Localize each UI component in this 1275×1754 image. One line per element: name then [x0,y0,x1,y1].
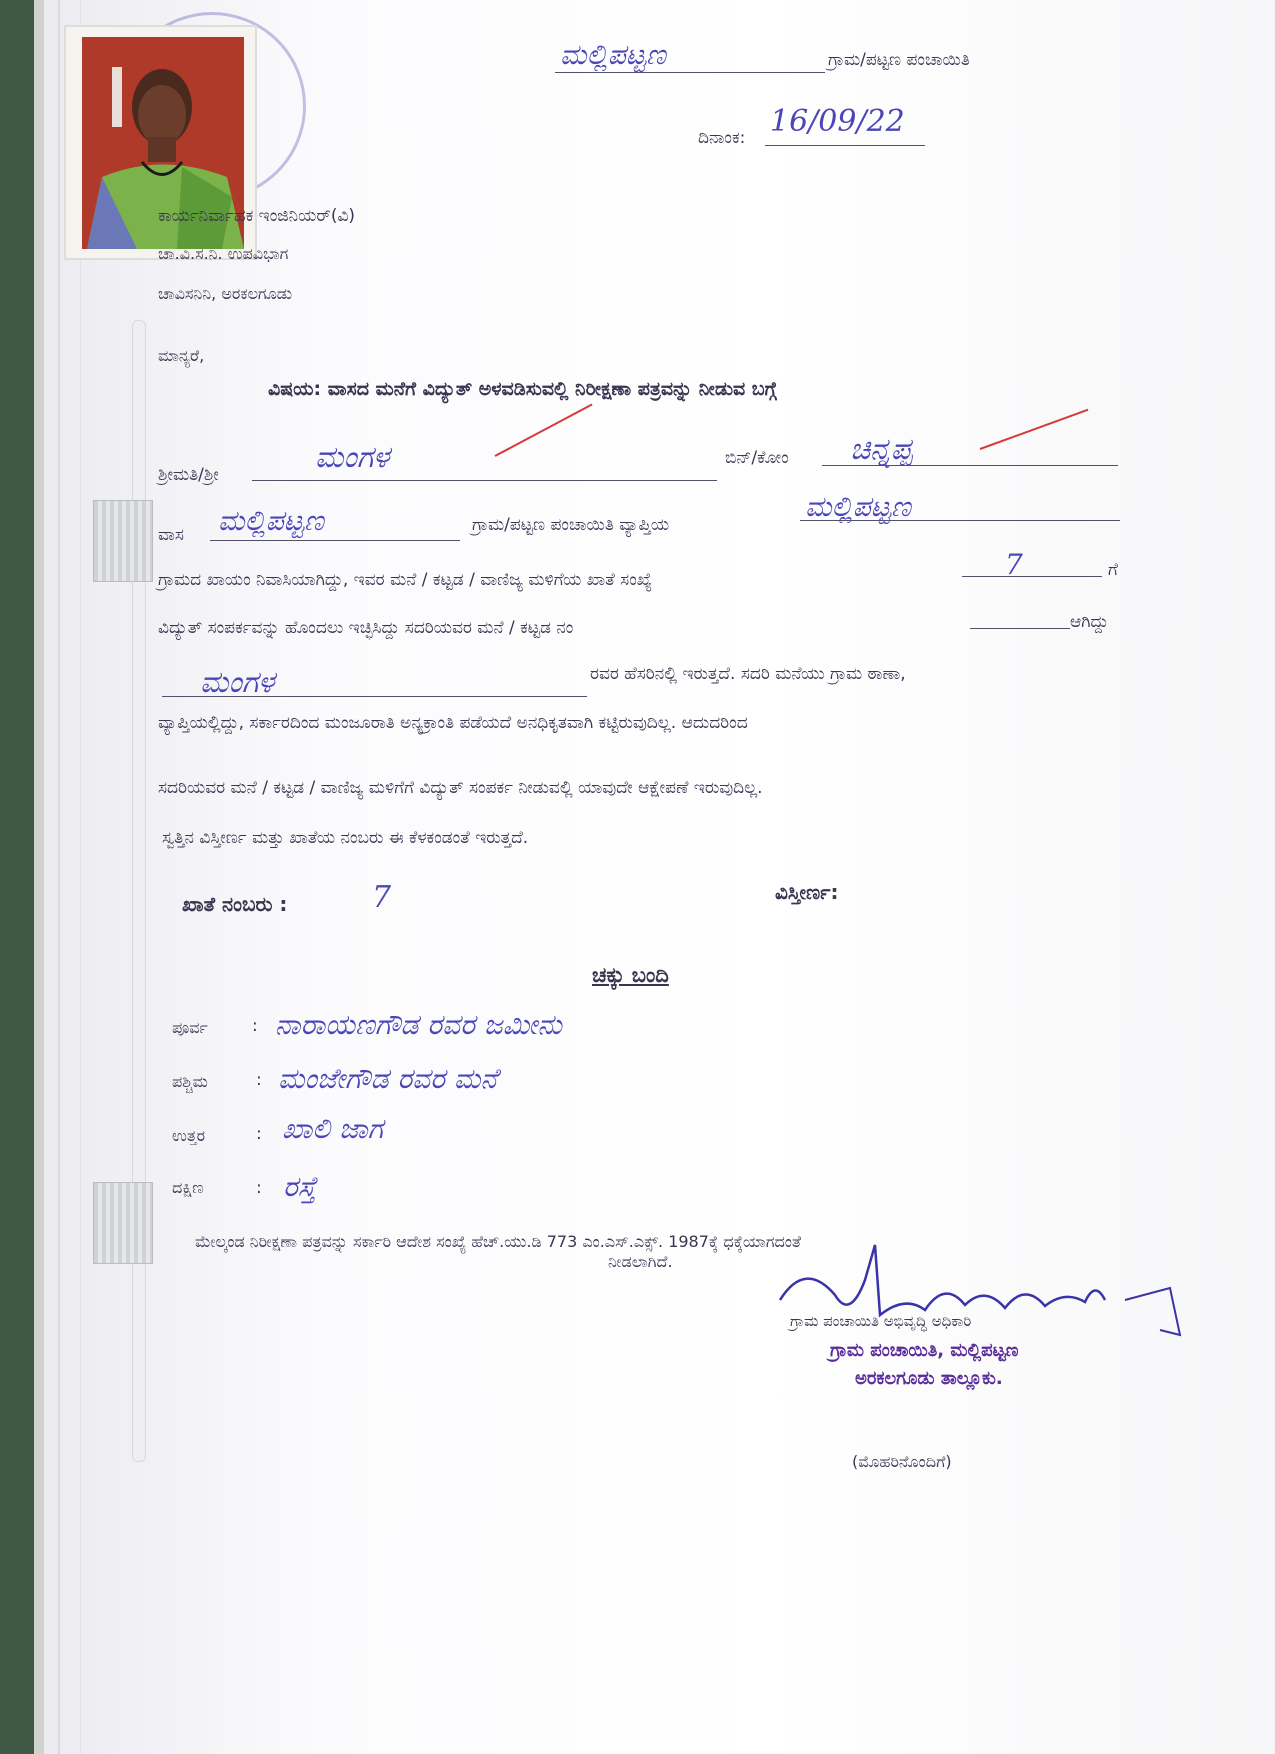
body-l2-label-a: ವಾಸ [158,525,184,545]
addressee-line3: ಚಾವಿಸನಿನಿ, ಅರಕಲಗೂಡು [158,284,293,303]
red-strike-1 [495,403,593,456]
body-l7-text: ಸದರಿಯವರ ಮನೆ / ಕಟ್ಟಡ / ವಾಣಿಜ್ಯ ಮಳಿಗೆಗೆ ವಿದ್ಯುತ್ ಸಂಪರ್ಕ ನೀಡುವಲ್ಲಿ ಯಾವುದೇ ಆಕ್ಷೇಪಣೆ ಇರುವುದಿಲ್ಲ. [158,778,763,798]
village-underline [555,72,825,73]
owner-name: ಮಂಗಳ [200,665,275,700]
salutation: ಮಾನ್ಯರೆ, [158,346,205,365]
officer-title: ಗ್ರಾಮ ಪಂಚಾಯಿತಿ ಅಭಿವೃದ್ಧಿ ಅಧಿಕಾರಿ [790,1312,972,1330]
date-value: 16/09/22 [770,104,905,139]
applicant-name: ಮಂಗಳ [315,440,390,475]
boundary-value-north: ಖಾಲಿ ಜಾಗ [282,1112,383,1145]
boundary-label-west: ಪಶ್ಚಿಮ [172,1072,208,1091]
village-handwritten: ಮಲ್ಲಿಪಟ್ಟಣ [560,38,666,71]
body-l4-text: ವಿದ್ಯುತ್ ಸಂಪರ್ಕವನ್ನು ಹೊಂದಲು ಇಚ್ಛಿಸಿದ್ದು ಸದರಿಯವರ ಮನೆ / ಕಟ್ಟಡ ನಂ [158,618,574,638]
seal-note: (ಮೊಹರಿನೊಂದಿಗೆ) [852,1452,952,1471]
body-l5-text: ರವರ ಹೆಸರಿನಲ್ಲಿ ಇರುತ್ತದೆ. ಸದರಿ ಮನೆಯು ಗ್ರಾಮ ಠಾಣಾ, [590,664,906,684]
body-village: ಮಲ್ಲಿಪಟ್ಟಣ [218,504,324,537]
khata-number: 7 [372,880,392,915]
boundary-value-south: ರಸ್ತೆ [283,1170,317,1203]
sheet-edge [58,0,60,1754]
khata-label: ಖಾತೆ ನಂಬರು : [182,892,288,916]
red-strike-2 [980,409,1089,450]
body-l4-suffix: ಆಗಿದ್ದು [1070,612,1109,632]
sheet-edge-inner [80,0,81,1754]
subject-line: ವಿಷಯ: ವಾಸದ ಮನೆಗೆ ವಿದ್ಯುತ್ ಅಳವಡಿಸುವಲ್ಲಿ ನಿರೀಕ್ಷಣಾ ಪತ್ರವನ್ನು ನೀಡುವ ಬಗ್ಗೆ [268,378,777,400]
binder-rod [132,320,146,1462]
boundary-colon-south: : [256,1178,262,1198]
boundaries-title: ಚಕ್ಕು ಬಂದಿ [592,963,669,987]
seal-line2: ಅರಕಲಗೂಡು ತಾಲ್ಲೂಕು. [855,1368,1003,1389]
boundary-value-west: ಮಂಜೇಗೌಡ ರವರ ಮನೆ [278,1062,498,1095]
boundary-colon-north: : [256,1124,262,1144]
panchayat-label: ಗ್ರಾಮ/ಪಟ್ಟಣ ಪಂಚಾಯಿತಿ [828,50,970,70]
area-label: ವಿಸ್ತೀರ್ಣ: [775,880,839,904]
seal-line1: ಗ್ರಾಮ ಪಂಚಾಯಿತಿ, ಮಲ್ಲಿಪಟ್ಟಣ [830,1340,1019,1361]
boundary-colon-east: : [252,1016,258,1036]
addressee-line2: ಚಾ.ವಿ.ಸ.ನಿ. ಉಪವಿಭಾಗ [158,244,289,263]
folder-spine [0,0,34,1754]
boundary-label-east: ಪೂರ್ವ [172,1018,208,1037]
relation-name: ಚಿನ್ನಪ್ಪ [850,432,913,467]
body-l1-label-b: ಬಿನ್/ಕೋಂ [725,448,789,468]
date-underline [765,145,925,146]
binder-clip-bottom [93,1182,153,1264]
body-l2-label-b: ಗ್ರಾಮ/ಪಟ್ಟಣ ಪಂಚಾಯಿತಿ ವ್ಯಾಪ್ತಿಯ [472,515,670,535]
boundary-value-east: ನಾರಾಯಣಗೌಡ ರವರ ಜಮೀನು [275,1008,562,1041]
body-khata: 7 [1005,548,1023,581]
door-number-underline [970,628,1070,629]
body-l8-text: ಸ್ವತ್ತಿನ ವಿಸ್ತೀರ್ಣ ಮತ್ತು ಖಾತೆಯ ನಂಬರು ಈ ಕೆಳಕಂಡಂತೆ ಇರುತ್ತದೆ. [162,828,529,848]
body-l6-text: ವ್ಯಾಪ್ತಿಯಲ್ಲಿದ್ದು, ಸರ್ಕಾರದಿಂದ ಮಂಜೂರಾತಿ ಅನ್ಯಕ್ರಾಂತಿ ಪಡೆಯದೆ ಅನಧಿಕೃತವಾಗಿ ಕಟ್ಟಿರುವುದಿಲ್ಲ. ಆದುದರಿಂದ [158,713,748,733]
village-underline-2 [210,540,460,541]
addressee-line1: ಕಾರ್ಯನಿರ್ವಾಹಕ ಇಂಜಿನಿಯರ್(ವಿ) [158,206,356,226]
footer-line1: ಮೇಲ್ಕಂಡ ನಿರೀಕ್ಷಣಾ ಪತ್ರವನ್ನು ಸರ್ಕಾರಿ ಆದೇಶ ಸಂಖ್ಯೆ ಹೆಚ್.ಯು.ಡಿ 773 ಎಂ.ಎಸ್.ಎಕ್ಸ್. 1987ಕ್ಕೆ ಧಕ್ಕೆಯಾಗದಂತೆ [195,1232,802,1251]
body-place: ಮಲ್ಲಿಪಟ್ಟಣ [805,490,911,523]
khata-underline [962,576,1102,577]
boundary-colon-west: : [256,1070,262,1090]
body-l3-text: ಗ್ರಾಮದ ಖಾಯಂ ನಿವಾಸಿಯಾಗಿದ್ದು, ಇವರ ಮನೆ / ಕಟ್ಟಡ / ವಾಣಿಜ್ಯ ಮಳಿಗೆಯ ಖಾತೆ ಸಂಖ್ಯೆ [158,570,653,590]
boundary-label-south: ದಕ್ಷಿಣ [172,1178,204,1197]
footer-line2: ನೀಡಲಾಗಿದೆ. [608,1252,673,1271]
folder-spine-edge [34,0,44,1754]
binder-clip-top [93,500,153,582]
boundary-label-north: ಉತ್ತರ [172,1126,206,1145]
date-label: ದಿನಾಂಕ: [698,128,746,148]
name-underline [252,480,717,481]
body-l1-label-a: ಶ್ರೀಮತಿ/ಶ್ರೀ [158,465,219,485]
body-l3-suffix: ಗೆ [1108,560,1118,580]
